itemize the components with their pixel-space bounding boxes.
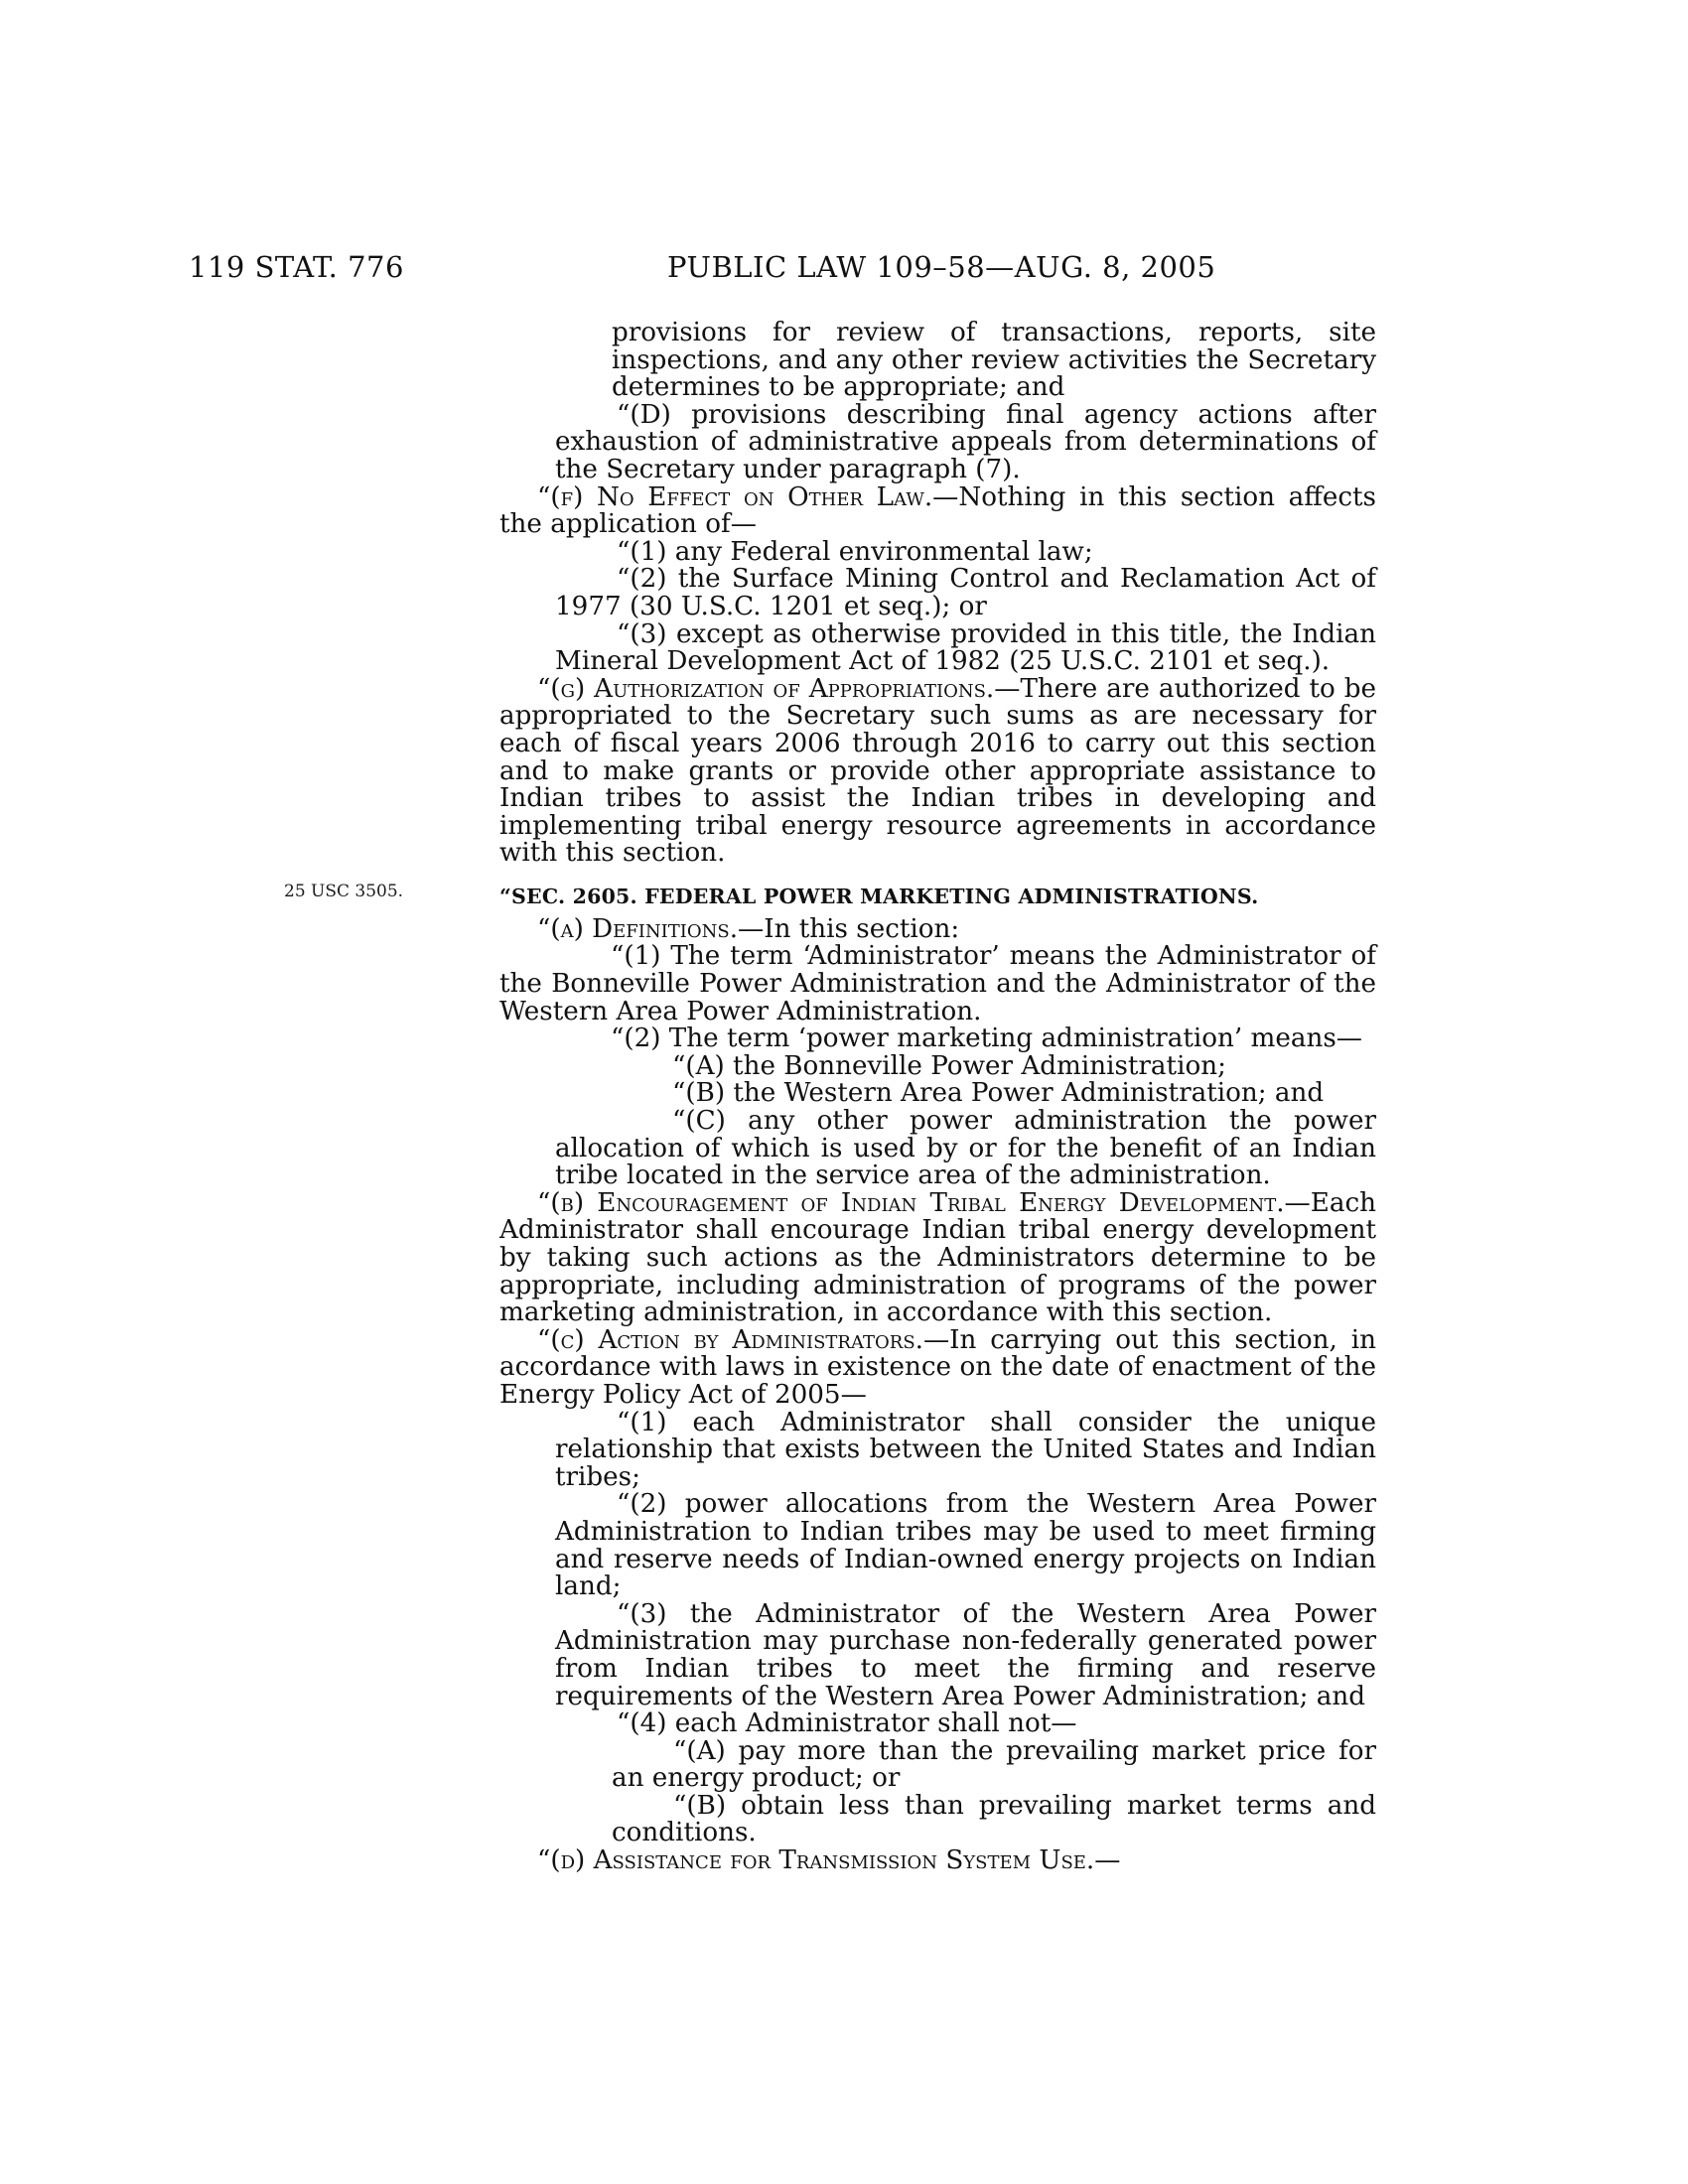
paragraph-f3: “(3) except as otherwise provided in this title, the Indian Mineral Development Act of 1982 (25 U.S.C. 2101 et seq.). [555,618,1376,677]
public-law-citation: PUBLIC LAW 109–58—AUG. 8, 2005 [667,250,1216,284]
subparagraph-d: “(D) provisions describing final agency actions after exhaustion of administrative appeals from determinations of the Secretary under paragraph (7). [555,399,1376,484]
subsection-g-text: —There are authorized to be appropriated to the Secretary such sums as are necessary for each of fiscal years 2006 through 2016 to carry out this section and to make grants or provide other appropriate assistance to Indian tribes to assist the Indian tribes in developing and implementing tribal energy resource agreements in accordance with this section. [499,673,1376,869]
page-header [0,250,1688,290]
paragraph-a1: “(1) The term ‘Administrator’ means the Administrator of the Bonneville Power Administration and the Administrator of the Western Area Power Administration. [499,941,1376,1026]
subsection-d [499,1847,1376,1875]
subparagraph-a2a: “(A) the Bonneville Power Administration; [672,1050,1226,1081]
subsection-c-heading: “(c) Action by Administrators. [537,1324,923,1355]
paragraph-f2: “(2) the Surface Mining Control and Reclamation Act of 1977 (30 U.S.C. 1201 et seq.); or [555,564,1376,621]
subsection-b [499,1187,1376,1328]
subsection-c-text: —In carrying out this section, in accordance with laws in existence on the date of enactment of the Energy Policy Act of 2005— [499,1324,1376,1410]
subsection-c [499,1324,1376,1410]
subsection-b-text: —Each Administrator shall encourage Indian tribal energy development by taking such actions as the Administrators determine to be appropriate, including administration of programs of the power marketing administration, in accordance with this section. [499,1187,1376,1328]
paragraph-c2: “(2) power allocations from the Western Area Power Administration to Indian tribes may be used to meet firming and reserve needs of Indian-owned energy projects on Indian land; [555,1489,1376,1602]
subparagraph-a2c: “(C) any other power administration the power allocation of which is used by or for the benefit of an Indian tribe located in the service area of the administration. [555,1106,1376,1191]
paragraph-a2: “(2) The term ‘power marketing administration’ means— [611,1024,1362,1054]
subsection-a-heading: “(a) Definitions. [537,913,739,944]
subsection-f [499,481,1376,540]
subsection-a [499,913,1376,944]
subsection-a-text: —In this section: [738,913,960,944]
subsection-d-text: — [1094,1845,1121,1876]
subsection-d-heading: “(d) Assistance for Transmission System Use. [537,1845,1095,1876]
subsection-g [499,673,1376,869]
subparagraph-a2b: “(B) the Western Area Power Administration; and [672,1078,1325,1109]
paragraph-c1: “(1) each Administrator shall consider the unique relationship that exists between the United States and Indian tribes; [555,1407,1376,1492]
subsection-b-heading: “(b) Encouragement of Indian Tribal Energy Development. [537,1187,1285,1218]
paragraph-c4: “(4) each Administrator shall not— [617,1708,1077,1739]
statute-page-number: 119 STAT. 776 [189,250,404,284]
paragraph-c3: “(3) the Administrator of the Western Area Power Administration may purchase non-federally generated power from Indian tribes to meet the firming and reserve requirements of the Western Area Power Administration; and [555,1598,1376,1711]
usc-margin-note: 25 USC 3505. [284,882,404,901]
subsection-g-heading: “(g) Authorization of Appropriations. [537,673,995,704]
subsection-f-heading: “(f) No Effect on Other Law. [537,481,933,512]
subparagraph-c4b: “(B) obtain less than prevailing market terms and conditions. [612,1790,1376,1848]
statute-body [499,320,1376,1875]
subparagraph-c4a: “(A) pay more than the prevailing market price for an energy product; or [612,1735,1376,1794]
paragraph-continuation: provisions for review of transactions, reports, site inspections, and any other review activities the Secretary determines to be appropriate; and [612,318,1376,403]
section-heading: “SEC. 2605. FEDERAL POWER MARKETING ADMINISTRATIONS. [499,884,1259,908]
subsection-f-text: —Nothing in this section affects the application of— [499,481,1376,540]
paragraph-f1: “(1) any Federal environmental law; [617,536,1093,567]
